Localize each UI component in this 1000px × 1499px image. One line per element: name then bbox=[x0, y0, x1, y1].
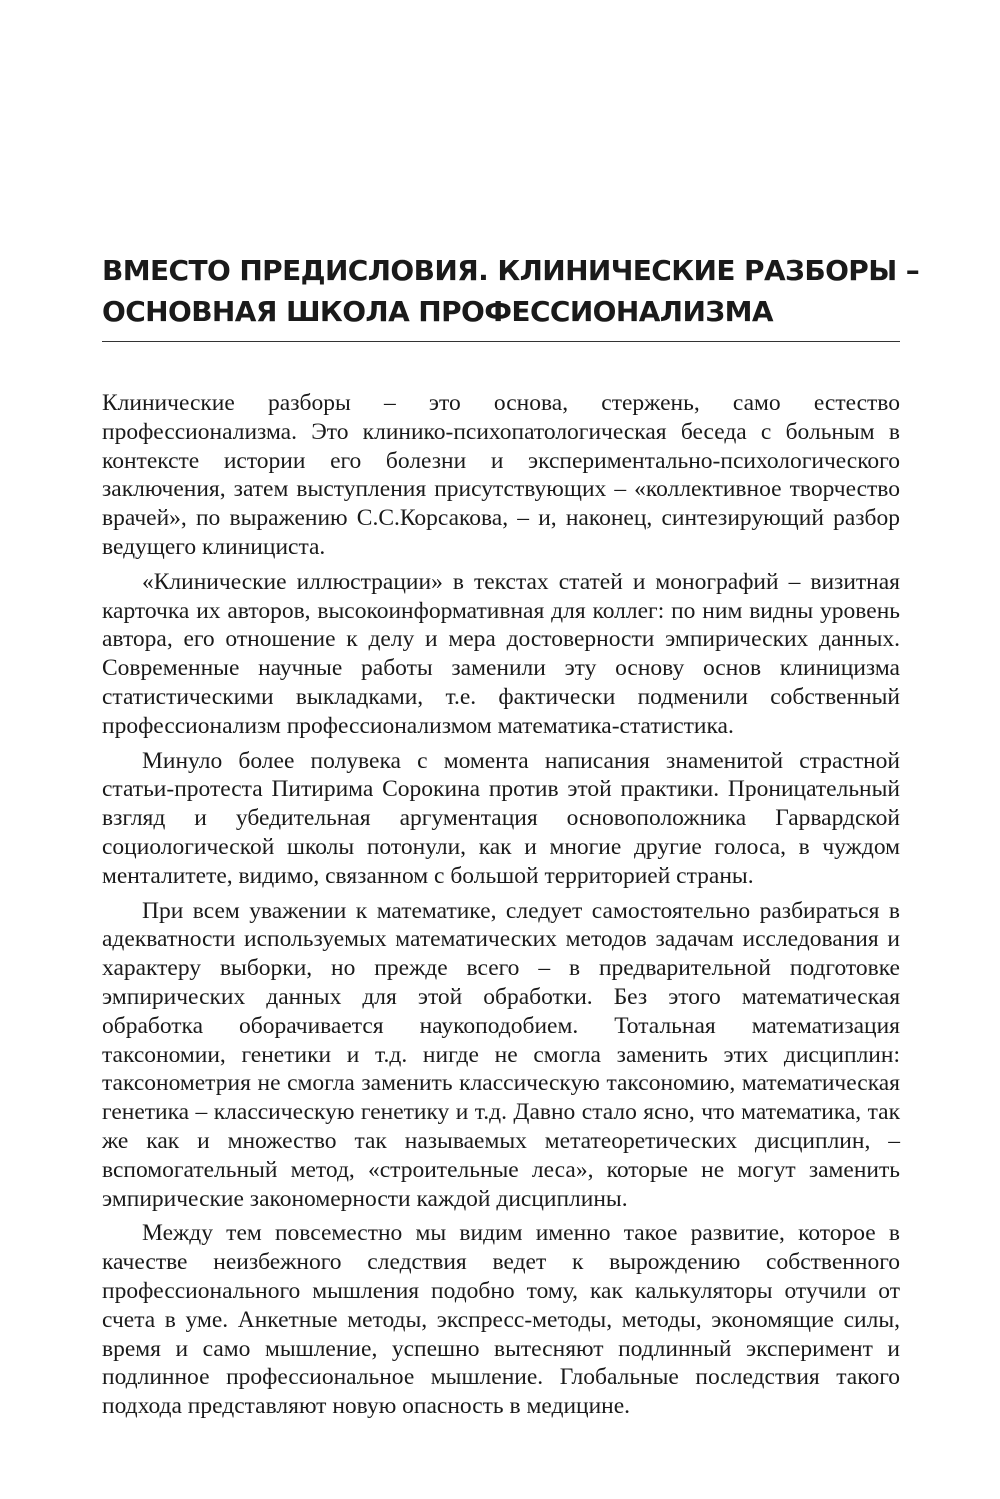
paragraph-2: «Клинические иллюстрации» в текстах статей и монографий – визитная карточка их авторов, высокоинформативная для коллег: по ним видны уровень автора, его отношение к делу и мера достоверности эмпирических данных. Современные научные работы заменили эту основу основ клиницизма статистическими выкладками, т.е. фактически подменили собственный профессионализм профессионализмом математика-статистика. bbox=[102, 568, 900, 739]
body-text bbox=[102, 389, 900, 1427]
chapter-title-line-1: ВМЕСТО ПРЕДИСЛОВИЯ. КЛИНИЧЕСКИЕ РАЗБОРЫ – bbox=[102, 254, 920, 287]
paragraph-1: Клинические разборы – это основа, стержень, само естество профессионализма. Это клинико-психопатологическая беседа с больным в контексте истории его болезни и экспериментально-психологического заключения, затем выступления присутствующих – «коллективное творчество врачей», по выражению С.С.Корсакова, – и, наконец, синтезирующий разбор ведущего клинициста. bbox=[102, 390, 900, 560]
chapter-title-line-2: ОСНОВНАЯ ШКОЛА ПРОФЕССИОНАЛИЗМА bbox=[102, 295, 773, 328]
paragraph-5: Между тем повсеместно мы видим именно такое развитие, которое в качестве неизбежного следствия ведет к вырождению собственного профессионального мышления подобно тому, как калькуляторы отучили от счета в уме. Анкетные методы, экспресс-методы, методы, экономящие силы, время и само мышление, успешно вытесняют подлинный эксперимент и подлинное профессиональное мышление. Глобальные последствия такого подхода представляют новую опасность в медицине. bbox=[102, 1220, 900, 1420]
title-divider bbox=[102, 341, 900, 342]
paragraph-3: Минуло более полувека с момента написания знаменитой страстной статьи-протеста Питирима Сорокина против этой практики. Проницательный взгляд и убедительная аргументация основоположника Гарвардской социологической школы потонули, как и многие другие голоса, в чуждом менталитете, видимо, связанном с большой территорией страны. bbox=[102, 747, 900, 889]
chapter-title bbox=[102, 250, 920, 332]
paragraph-4: При всем уважении к математике, следует самостоятельно разбираться в адекватности используемых математических методов задачам исследования и характеру выборки, но прежде всего – в предварительной подготовке эмпирических данных для этой обработки. Без этого математическая обработка оборачивается наукоподобием. Тотальная математизация таксономии, генетики и т.д. нигде не смогла заменить этих дисциплин: таксонометрия не смогла заменить классическую таксономию, математическая генетика – классическую генетику и т.д. Давно стало ясно, что математика, так же как и множество так называемых метатеоретических дисциплин, – вспомогательный метод, «строительные леса», которые не могут заменить эмпирические закономерности каждой дисциплины. bbox=[102, 897, 900, 1212]
